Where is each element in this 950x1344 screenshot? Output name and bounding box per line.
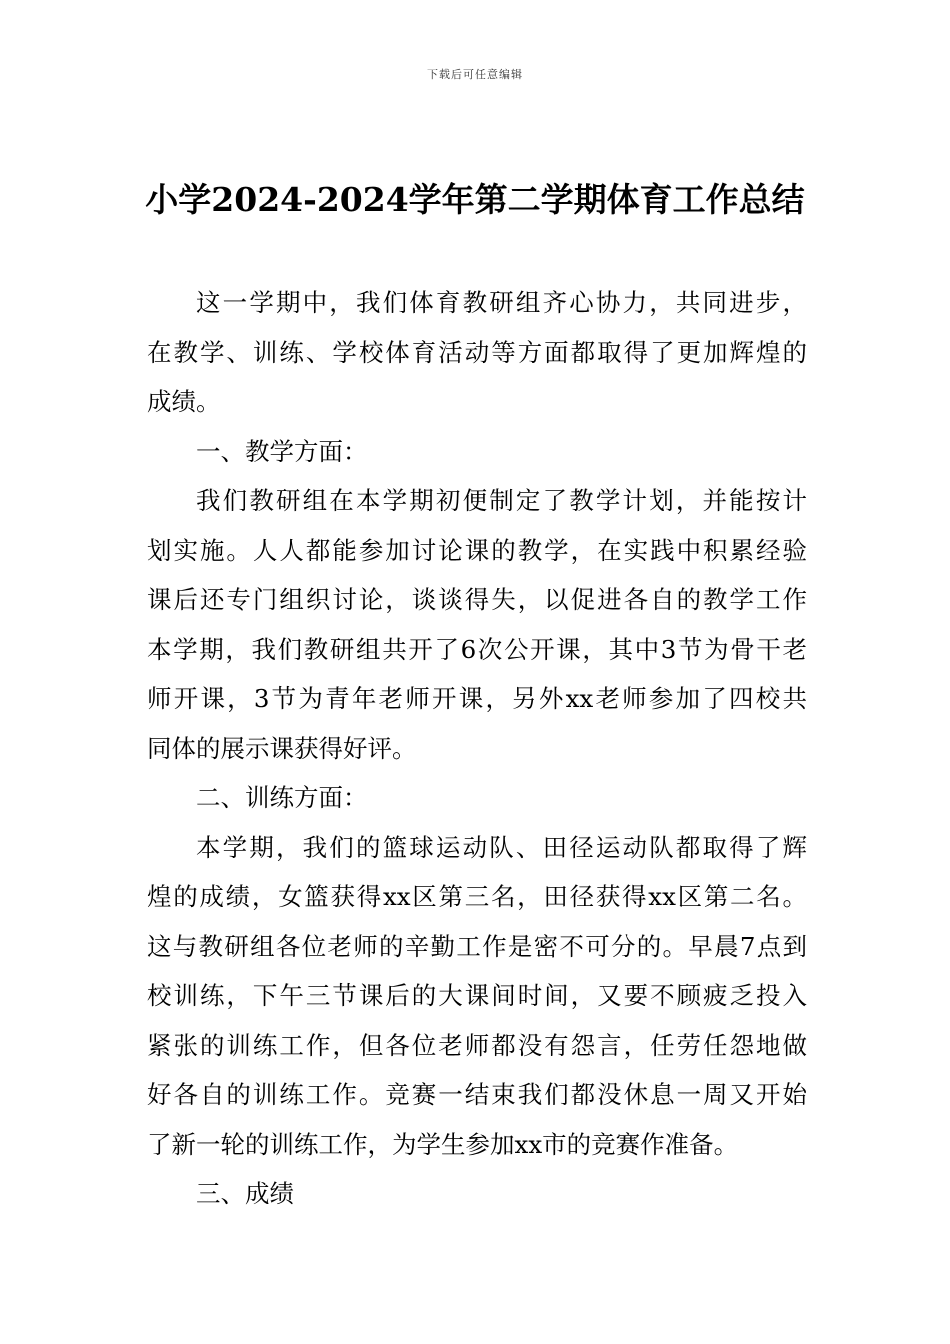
paragraph-line: 同体的展示课获得好评。 (147, 733, 417, 763)
document-title: 小学2024-2024学年第二学期体育工作总结 (145, 180, 805, 219)
paragraph-line: 本学期，我们的篮球运动队、田径运动队都取得了辉 (196, 832, 807, 862)
paragraph-line: 校训练，下午三节课后的大课间时间，又要不顾疲乏投入 (147, 981, 807, 1010)
paragraph-line: 煌的成绩，女篮获得xx区第三名，田径获得xx区第二名。 (147, 882, 807, 911)
paragraph-line: 这与教研组各位老师的辛勤工作是密不可分的。早晨7点到 (147, 931, 807, 961)
paragraph-line: 课后还专门组织讨论，谈谈得失，以促进各自的教学工作 (147, 585, 807, 614)
paragraph-line: 在教学、训练、学校体育活动等方面都取得了更加辉煌的 (147, 337, 807, 367)
paragraph-line: 好各自的训练工作。竞赛一结束我们都没休息一周又开始 (147, 1080, 807, 1109)
section-heading: 三、成绩 (196, 1179, 294, 1208)
paragraph-line: 这一学期中，我们体育教研组齐心协力，共同进步， (196, 288, 807, 317)
document-body (147, 278, 807, 1219)
header-note: 下载后可任意编辑 (427, 68, 523, 81)
paragraph-line: 本学期，我们教研组共开了6次公开课，其中3节为骨干老 (147, 634, 807, 664)
paragraph-line: 我们教研组在本学期初便制定了教学计划，并能按计 (196, 486, 807, 515)
paragraph-line: 师开课，3节为青年老师开课，另外xx老师参加了四校共 (147, 684, 807, 713)
section-heading: 一、教学方面： (196, 436, 368, 466)
paragraph-line: 紧张的训练工作，但各位老师都没有怨言，任劳任怨地做 (147, 1030, 807, 1060)
section-heading: 二、训练方面： (196, 783, 368, 812)
paragraph-line: 了新一轮的训练工作，为学生参加xx市的竞赛作准备。 (147, 1129, 739, 1159)
paragraph-line: 成绩。 (147, 387, 221, 416)
paragraph-line: 划实施。人人都能参加讨论课的教学，在实践中积累经验 (147, 535, 807, 565)
